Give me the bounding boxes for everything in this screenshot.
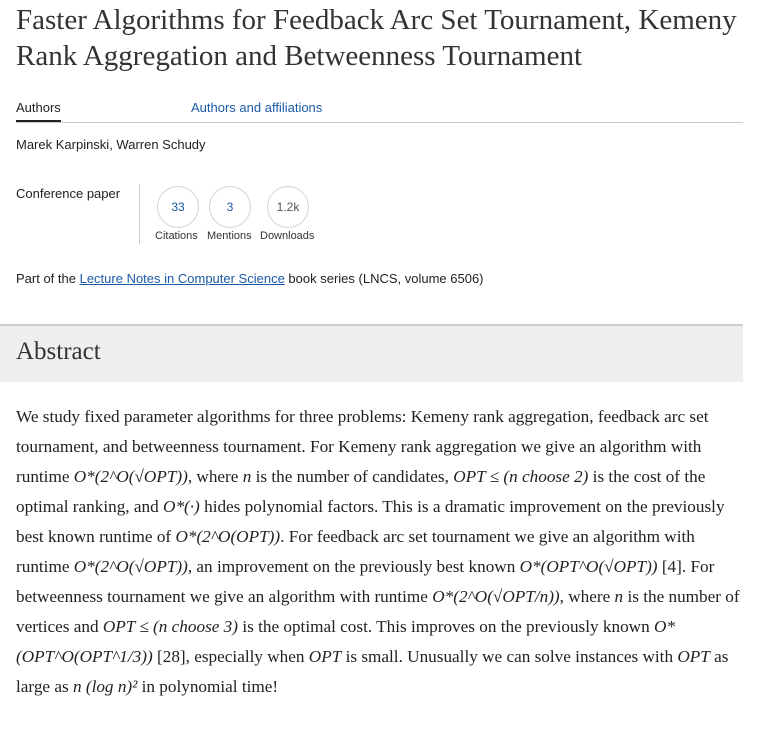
abstract-heading: Abstract (16, 338, 101, 365)
downloads-label: Downloads (260, 230, 315, 242)
math-runtime-kemeny: O*(2^O(√OPT)) (73, 467, 188, 486)
math-opt: OPT (677, 647, 710, 666)
book-series-line: Part of the Lecture Notes in Computer Science book series (LNCS, volume 6506) (16, 271, 484, 286)
mentions-label: Mentions (207, 230, 252, 242)
math-n: n (242, 467, 252, 486)
math-o-star: O*(·) (163, 497, 200, 516)
math-prev-betweenness: O*(OPT^O(OPT^1/3)) (16, 617, 675, 666)
math-opt-bound-3: OPT ≤ (n choose 3) (102, 617, 239, 636)
math-prev-runtime: O*(2^O(OPT)) (175, 527, 281, 546)
abstract-header (0, 324, 743, 382)
metrics-divider (139, 184, 140, 244)
math-runtime-fast: O*(2^O(√OPT)) (73, 557, 188, 576)
abstract-body (16, 402, 746, 702)
page-title: Faster Algorithms for Feedback Arc Set Tournament, Kemeny Rank Aggregation and Betweenness Tournament (16, 4, 737, 72)
author-tabs (16, 98, 743, 123)
citations-count[interactable]: 33 (157, 186, 199, 228)
math-n: n (614, 587, 624, 606)
lncs-link[interactable]: Lecture Notes in Computer Science (79, 271, 285, 286)
citations-label: Citations (155, 230, 198, 242)
math-prev-fast: O*(OPT^O(√OPT)) (519, 557, 658, 576)
math-opt-bound-2: OPT ≤ (n choose 2) (453, 467, 589, 486)
downloads-count: 1.2k (267, 186, 309, 228)
math-n-log-n: n (log n)² (72, 677, 138, 696)
mentions-count[interactable]: 3 (209, 186, 251, 228)
tab-authors-and-affiliations[interactable]: Authors and affiliations (191, 100, 323, 115)
math-opt: OPT (308, 647, 342, 666)
content-type-label: Conference paper (16, 186, 121, 201)
math-runtime-betweenness: O*(2^O(√OPT/n)) (432, 587, 560, 606)
authors-list: Marek Karpinski, Warren Schudy (16, 137, 206, 152)
tab-authors[interactable]: Authors (16, 100, 61, 122)
abstract-paragraph: We study fixed parameter algorithms for three problems: Kemeny rank aggregation, feedback arc set tournament, and betweenness tournament. For Kemeny rank aggregation we give an algorithm with runtime O*(2^O(√OPT)), where n is the number of candidates, OPT ≤ (n choose 2) is the cost of the optimal ranking, and O*(·) hides polynomial factors. This is a dramatic improvement on the previously best known runtime of O*(2^O(OPT)). For feedback arc set tournament we give an algorithm with runtime O*(2^O(√OPT)), an improvement on the previously best known O*(OPT^O(√OPT)) [4]. For betweenness tournament we give an algorithm with runtime O*(2^O(√OPT/n)), where n is the number of vertices and OPT ≤ (n choose 3) is the optimal cost. This improves on the previously known O*(OPT^O(OPT^1/3)) [28], especially when OPT is small. Unusually we can solve instances with OPT as large as n (log n)² in polynomial time! (16, 407, 740, 696)
